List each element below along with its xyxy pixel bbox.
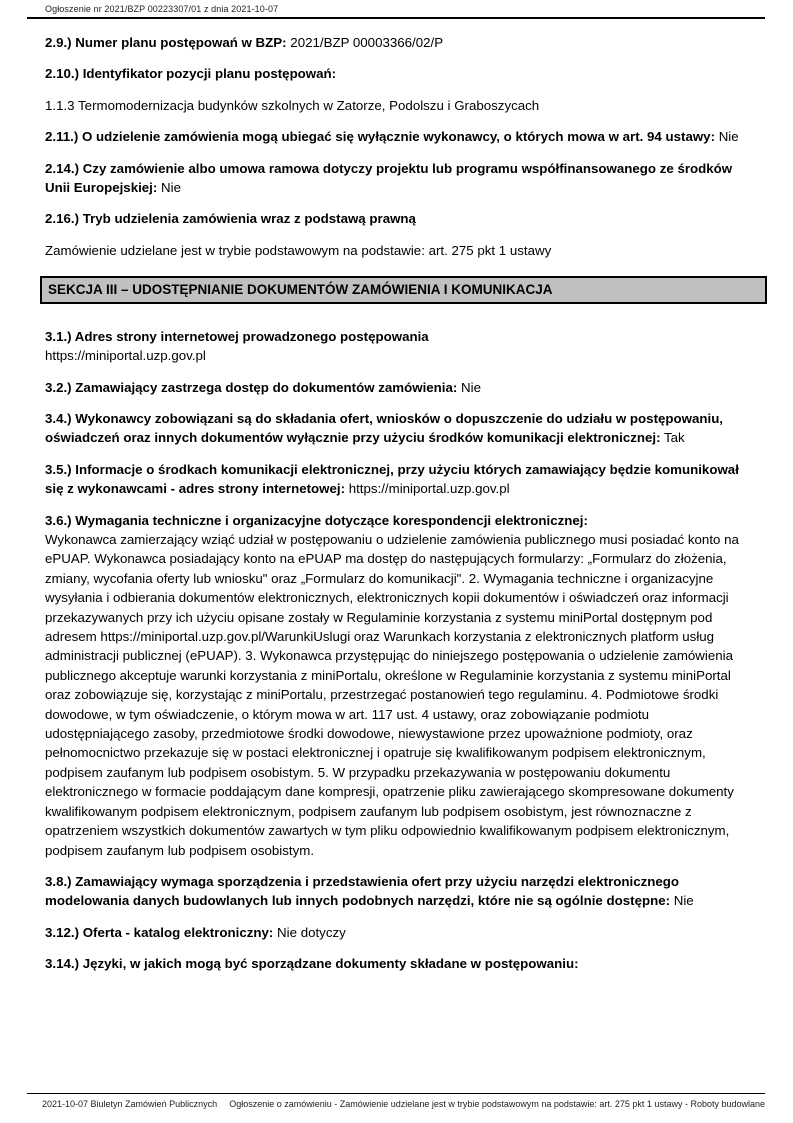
field-3-12 <box>45 923 750 942</box>
header-notice-number: Ogłoszenie nr 2021/BZP 00223307/01 z dnia 2021-10-07 <box>45 4 279 14</box>
field-3-12-label: 3.12.) Oferta - katalog elektroniczny: <box>45 924 274 940</box>
field-2-16 <box>45 209 750 228</box>
document-header <box>27 0 765 19</box>
footer-notice-description: Ogłoszenie o zamówieniu - Zamówienie udzielane jest w trybie podstawowym na podstawie: art. 275 pkt 1 ustawy - Roboty budowlane <box>229 1099 765 1109</box>
field-3-14 <box>45 954 750 973</box>
document-body <box>45 22 750 986</box>
field-2-9-label: 2.9.) Numer planu postępowań w BZP: <box>45 35 287 50</box>
field-2-9 <box>45 33 750 52</box>
field-2-10-label: 2.10.) Identyfikator pozycji planu postępowań: <box>45 66 337 82</box>
field-2-9-value: 2021/BZP 00003366/02/P <box>290 35 444 50</box>
field-3-6-label: 3.6.) Wymagania techniczne i organizacyjne dotyczące korespondencji elektronicznej: <box>45 512 588 528</box>
field-2-14 <box>45 159 750 198</box>
field-2-11-value: Nie <box>718 129 739 145</box>
field-3-2 <box>45 378 750 397</box>
field-3-2-label: 3.2.) Zamawiający zastrzega dostęp do dokumentów zamówienia: <box>45 379 458 395</box>
section-3-title: SEKCJA III – UDOSTĘPNIANIE DOKUMENTÓW ZAMÓWIENIA I KOMUNIKACJA <box>48 282 553 298</box>
field-2-14-label: 2.14.) Czy zamówienie albo umowa ramowa dotyczy projektu lub programu współfinansowanego ze środków Unii Europejskiej: <box>45 160 733 196</box>
field-2-10 <box>45 64 750 83</box>
field-2-11 <box>45 127 750 146</box>
field-3-4-label: 3.4.) Wykonawcy zobowiązani są do składania ofert, wniosków o dopuszczenie do udziału w postępowaniu, oświadczeń oraz innych dokumentów wyłącznie przy użyciu środków komunikacji elektronicznej: <box>45 410 724 446</box>
field-3-5-label: 3.5.) Informacje o środkach komunikacji elektronicznej, przy użyciu których zamawiający będzie komunikował się z wykonawcami - adres strony internetowej: <box>45 461 739 497</box>
field-3-8 <box>45 872 750 911</box>
field-2-11-label: 2.11.) O udzielenie zamówienia mogą ubiegać się wyłącznie wykonawcy, o których mowa w art. 94 ustawy: <box>45 129 715 145</box>
field-3-6 <box>45 511 750 860</box>
field-3-5-url: https://miniportal.uzp.gov.pl <box>348 481 510 497</box>
field-3-5 <box>45 460 750 499</box>
field-3-8-value: Nie <box>673 893 694 909</box>
document-footer <box>27 1093 765 1109</box>
field-3-8-label: 3.8.) Zamawiający wymaga sporządzenia i przedstawienia ofert przy użyciu narzędzi elektronicznego modelowania danych budowlanych lub innych podobnych narzędzi, które nie są ogólnie dostępne: <box>45 873 680 909</box>
footer-bulletin-label: 2021-10-07 Biuletyn Zamówień Publicznych <box>42 1099 218 1109</box>
field-2-10-value: 1.1.3 Termomodernizacja budynków szkolnych w Zatorze, Podolszu i Graboszycach <box>45 97 540 113</box>
field-3-1 <box>45 327 750 366</box>
field-3-6-value: Wykonawca zamierzający wziąć udział w postępowaniu o udzielenie zamówienia publicznego musi posiadać konto na ePUAP. Wykonawca posiadający konto na ePUAP ma dostęp do następujących formularzy: „Formularz do złożenia, zmiany, wycofania oferty lub wniosku" oraz „Formularz do komunikacji". 2. Wymagania techniczne i organizacyjne wysyłania i odbierania dokumentów elektronicznych, elektronicznych kopii dokumentów i oświadczeń oraz informacji przekazywanych przy ich użyciu opisane zostały w Regulaminie korzystania z systemu miniPortal dostępnym pod adresem https://miniportal.uzp.gov.pl/WarunkiUslugi oraz Warunkach korzystania z elektronicznych platform usług administracji publicznej (ePUAP). 3. Wykonawca przystępując do niniejszego postępowania o udzielenie zamówienia publicznego akceptuje warunki korzystania z miniPortalu, określone w Regulaminie korzystania z systemu miniPortal oraz zobowiązuje się, korzystając z miniPortalu, przestrzegać postanowień tego regulaminu. 4. Podmiotowe środki dowodowe, w tym oświadczenie, o którym mowa w art. 117 ust. 4 ustawy, oraz zobowiązanie podmiotu udostępniającego zasoby, przedmiotowe środki dowodowe, niewystawione przez upoważnione podmioty, oraz pełnomocnictwo przekazuje się w postaci elektronicznej i opatruje się kwalifikowanym podpisem elektronicznym, podpisem zaufanym lub podpisem osobistym. 5. W przypadku przekazywania w postępowaniu dokumentu elektronicznego w formacie poddającym dane kompresji, opatrzenie pliku zawierającego skompresowane dokumenty kwalifikowanym podpisem elektronicznym, podpisem zaufanym lub podpisem osobistym, jest równoznaczne z opatrzeniem wszystkich dokumentów zawartych w tym pliku odpowiednio kwalifikowanym podpisem elektronicznym, podpisem zaufanym lub podpisem osobistym. <box>45 532 739 858</box>
field-2-16-value: Zamówienie udzielane jest w trybie podstawowym na podstawie: art. 275 pkt 1 ustawy <box>45 242 552 258</box>
field-2-16-label: 2.16.) Tryb udzielenia zamówienia wraz z podstawą prawną <box>45 211 416 227</box>
field-3-1-label: 3.1.) Adres strony internetowej prowadzonego postępowania <box>45 328 429 344</box>
field-3-1-url: https://miniportal.uzp.gov.pl <box>45 348 206 364</box>
field-3-4-value: Tak <box>663 430 685 446</box>
section-3-header-bar <box>40 276 767 304</box>
field-3-12-value: Nie dotyczy <box>277 924 346 940</box>
field-3-4 <box>45 409 750 448</box>
field-3-2-value: Nie <box>461 379 481 395</box>
field-3-14-label: 3.14.) Języki, w jakich mogą być sporządzane dokumenty składane w postępowaniu: <box>45 956 579 972</box>
field-2-14-value: Nie <box>161 180 181 196</box>
